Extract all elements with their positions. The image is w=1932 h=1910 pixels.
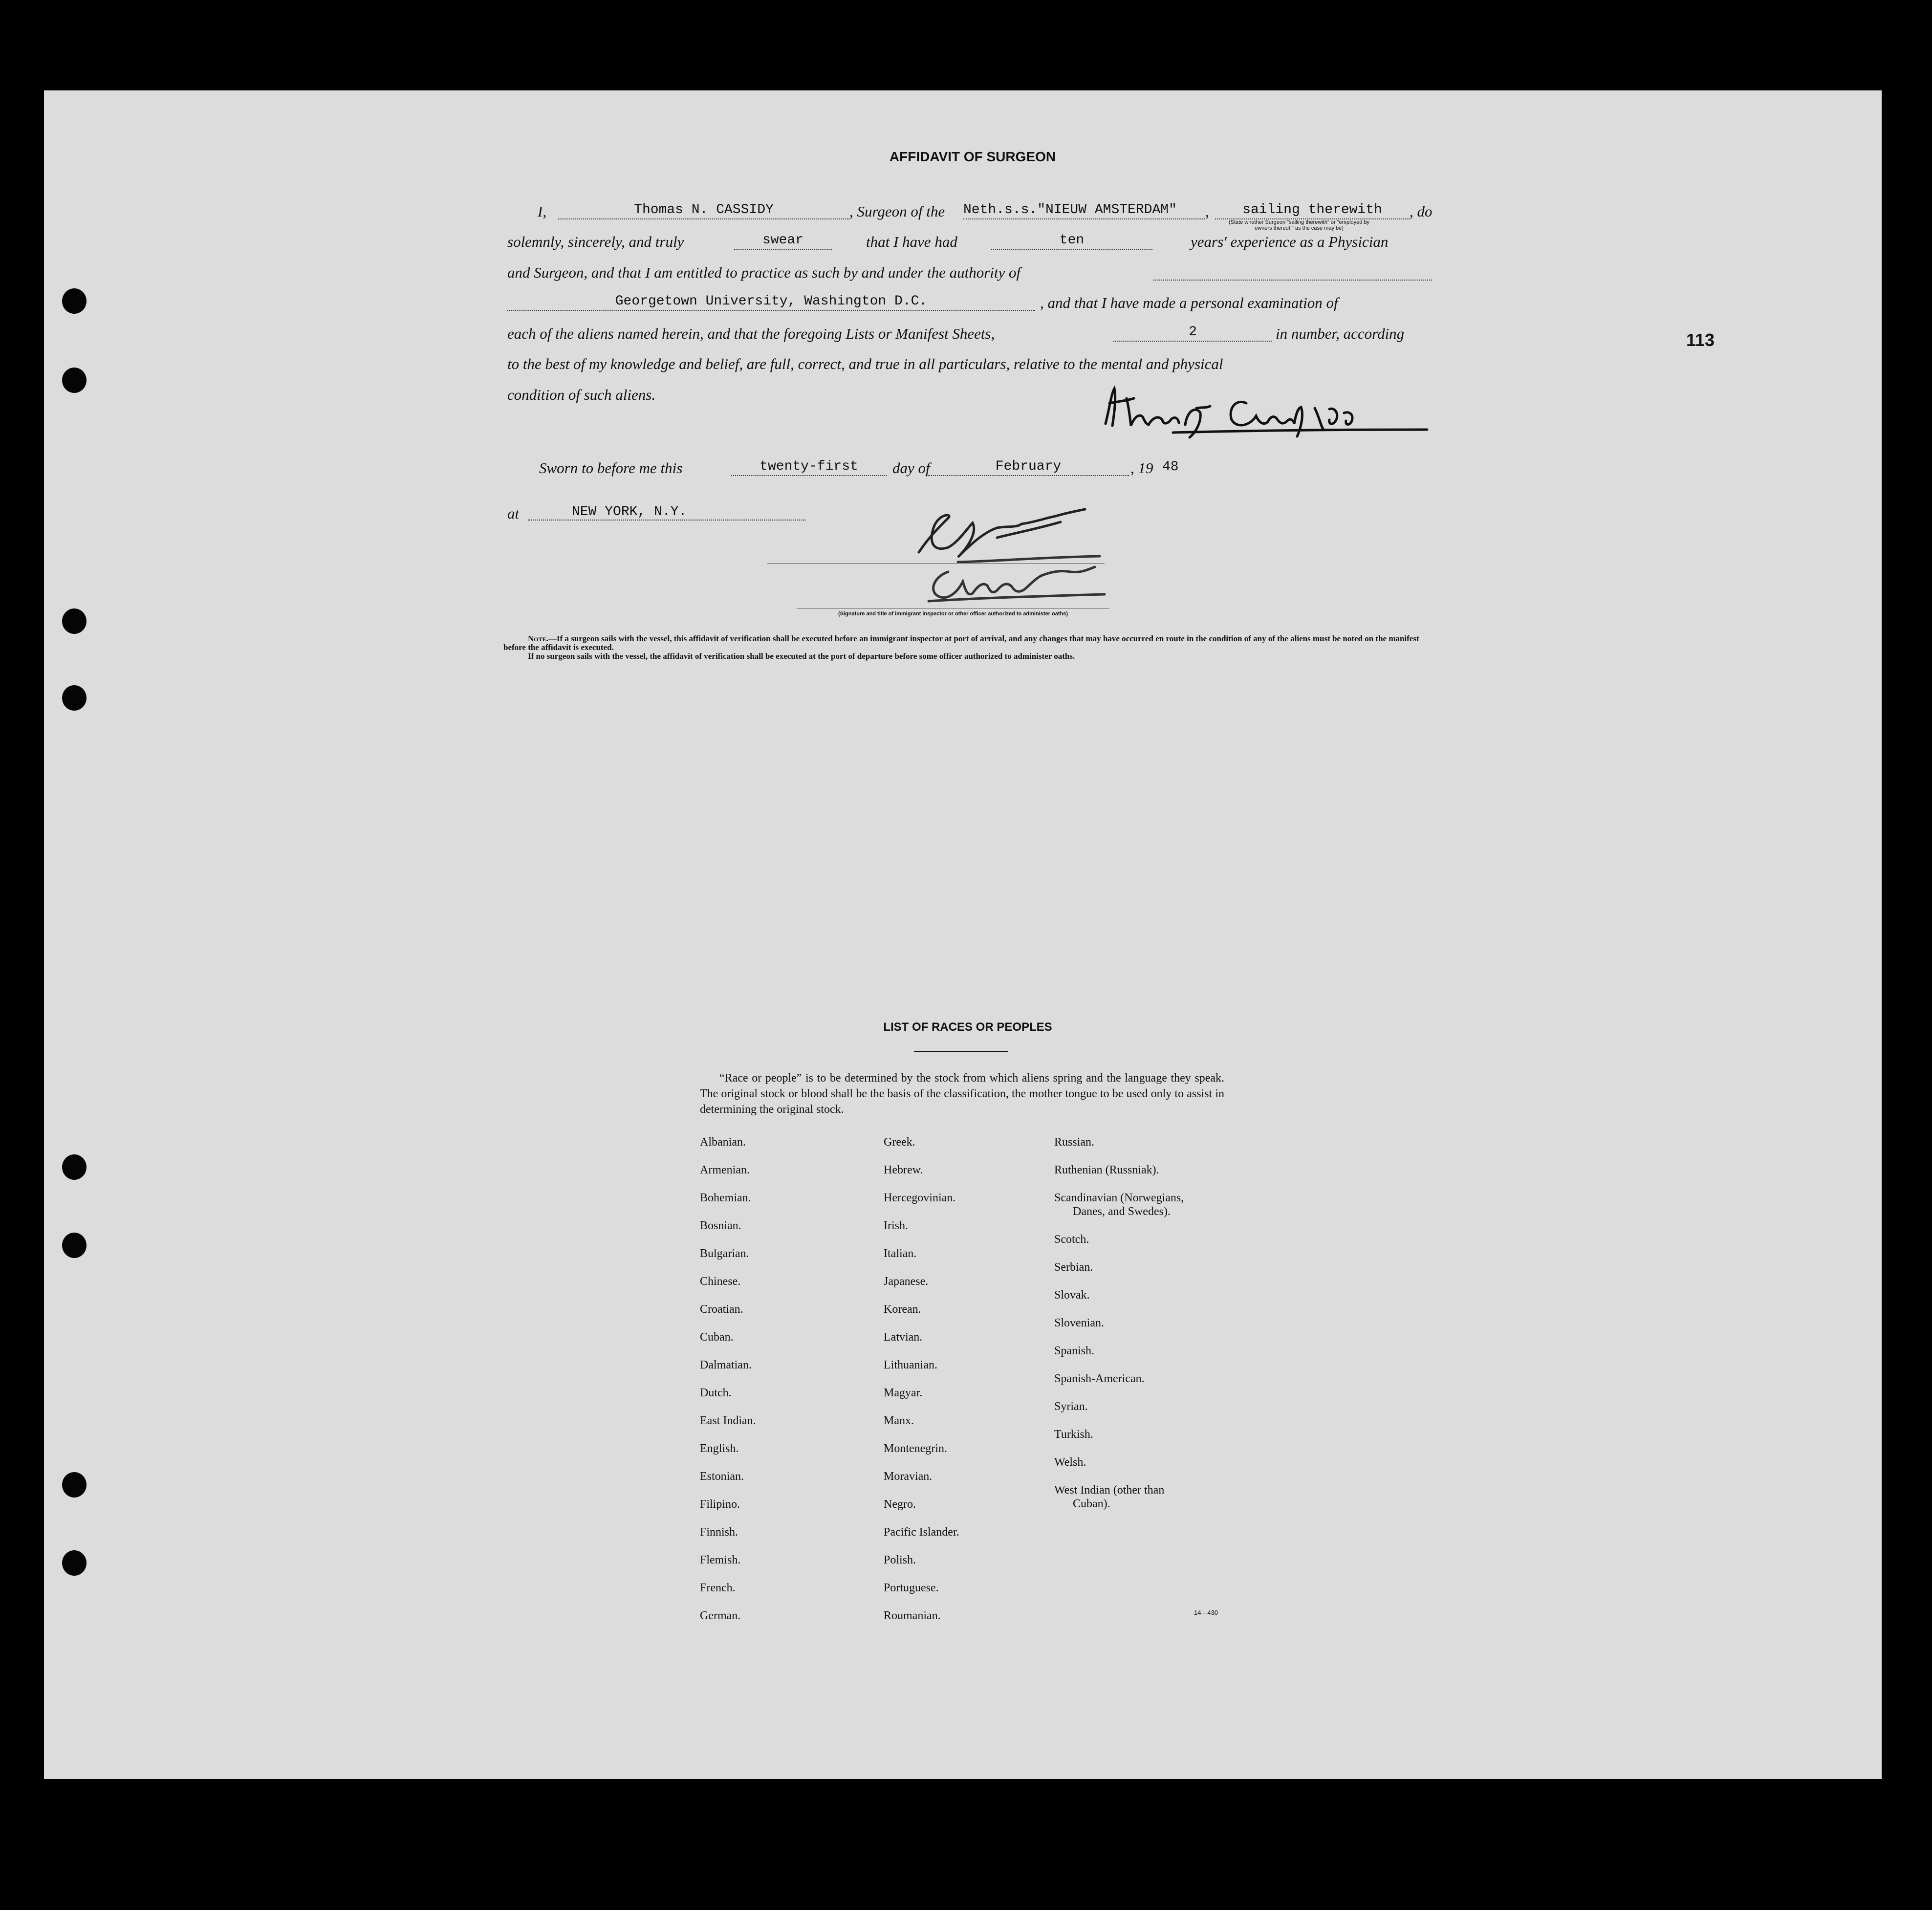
inspector-signature-line	[767, 563, 1105, 564]
inspector-caption: (Signature and title of immigrant inspector or other officer authorized to administer oaths)	[838, 611, 1068, 617]
years-field: ten	[991, 232, 1152, 250]
race-item-line: West Indian (other than	[1054, 1484, 1165, 1497]
race-item: Ruthenian (Russniak).	[1054, 1164, 1159, 1176]
binder-hole	[62, 1472, 87, 1498]
race-item: Bosnian.	[700, 1219, 741, 1232]
race-item: Finnish.	[700, 1526, 738, 1539]
race-item: Pacific Islander.	[884, 1526, 959, 1539]
race-item: Russian.	[1054, 1136, 1095, 1149]
race-item: Turkish.	[1054, 1428, 1093, 1441]
race-item: Korean.	[884, 1303, 921, 1316]
text: ,	[1205, 203, 1209, 220]
race-item: Flemish.	[700, 1554, 741, 1566]
text: day of	[892, 459, 930, 477]
races-column-3	[1054, 1129, 1184, 1511]
races-title-rule	[914, 1051, 1008, 1052]
races-intro	[700, 1070, 1224, 1117]
races-column-1	[700, 1129, 756, 1630]
text: , do	[1410, 203, 1433, 220]
race-item: Magyar.	[884, 1387, 923, 1399]
race-item: Dutch.	[700, 1387, 732, 1399]
sworn-day-field: twenty-first	[731, 458, 887, 476]
text: and Surgeon, and that I am entitled to practice as such by and under the authority of	[507, 264, 1021, 281]
race-item: Syrian.	[1054, 1400, 1088, 1413]
race-item: Estonian.	[700, 1470, 744, 1483]
race-item: Greek.	[884, 1136, 915, 1149]
sworn-month-field: February	[928, 458, 1129, 476]
races-title: LIST OF RACES OR PEOPLES	[883, 1020, 1052, 1034]
race-item: Irish.	[884, 1219, 908, 1232]
text: years' experience as a Physician	[1191, 233, 1389, 250]
race-item: Armenian.	[700, 1164, 750, 1176]
text: that I have had	[866, 233, 957, 250]
race-item: Slovak.	[1054, 1289, 1090, 1302]
binder-hole	[62, 685, 87, 711]
race-item: German.	[700, 1609, 741, 1622]
text: solemnly, sincerely, and truly	[507, 233, 684, 250]
page-number: 113	[1686, 330, 1715, 350]
binder-hole	[62, 368, 87, 393]
race-item: Slovenian.	[1054, 1317, 1104, 1329]
text: , and that I have made a personal examination of	[1040, 294, 1338, 311]
race-item: Spanish-American.	[1054, 1372, 1145, 1385]
affidavit-title: AFFIDAVIT OF SURGEON	[889, 149, 1056, 164]
race-item: Cuban.	[700, 1331, 734, 1344]
race-item: Bulgarian.	[700, 1247, 749, 1260]
race-item: Latvian.	[884, 1331, 923, 1344]
race-item: Filipino.	[700, 1498, 740, 1511]
race-item: Japanese.	[884, 1275, 929, 1288]
authority-field-blank	[1153, 263, 1432, 281]
text: , Surgeon of the	[849, 203, 945, 220]
race-item	[1054, 1483, 1184, 1511]
race-item: Chinese.	[700, 1275, 741, 1288]
status-instruction-a: (State whether Surgeon "sailing therewith" or "employed by	[1228, 219, 1370, 225]
race-item: French.	[700, 1582, 736, 1594]
race-item: Moravian.	[884, 1470, 933, 1483]
race-item: Serbian.	[1054, 1261, 1093, 1274]
sheets-count-field: 2	[1113, 324, 1272, 342]
note-text-1: —If a surgeon sails with the vessel, this affidavit of verification shall be executed before an immigrant inspector at port of arrival, and any changes that may have occurred en route in the condition of any of the aliens must be noted on the manifest before the affidavit is executed.	[503, 634, 1419, 652]
surgeon-signature	[1100, 379, 1432, 447]
text: at	[507, 505, 520, 522]
races-intro-text: “Race or people” is to be determined by the stock from which aliens spring and the language they speak. The original stock or blood shall be the basis of the classification, the mother tongue to be used only to assist in determining the original stock.	[700, 1072, 1224, 1116]
oath-field: swear	[734, 232, 832, 250]
affidavit-line-2	[507, 233, 1436, 253]
text: each of the aliens named herein, and that the foregoing Lists or Manifest Sheets,	[507, 325, 995, 342]
race-item: Montenegrin.	[884, 1442, 947, 1455]
race-item: Dalmatian.	[700, 1359, 752, 1371]
text: , 19	[1130, 459, 1153, 477]
race-item: Lithuanian.	[884, 1359, 937, 1371]
sworn-year: 48	[1162, 459, 1179, 475]
note-paragraph-2: If no surgeon sails with the vessel, the affidavit of verification shall be executed at the port of departure before some officer authorized to administer oaths.	[528, 651, 1075, 661]
text: condition of such aliens.	[507, 386, 656, 403]
binder-hole	[62, 288, 87, 314]
binder-hole	[62, 608, 87, 634]
sailing-status-field: sailing therewith	[1215, 202, 1410, 219]
affidavit-note	[503, 634, 1434, 661]
text: Sworn to before me this	[539, 459, 683, 477]
race-item: English.	[700, 1442, 739, 1455]
text: to the best of my knowledge and belief, are full, correct, and true in all particulars, relative to the mental and physical	[507, 355, 1223, 372]
race-item-line: Cuban).	[1073, 1498, 1110, 1510]
race-item-line: Danes, and Swedes).	[1073, 1205, 1171, 1218]
note-label: Note.	[528, 634, 548, 643]
affidavit-line-1	[507, 202, 1436, 231]
affidavit-line-4	[507, 294, 1436, 314]
race-item: Croatian.	[700, 1303, 743, 1316]
affidavit-line-6	[507, 355, 1436, 375]
race-item: Spanish.	[1054, 1345, 1095, 1357]
note-paragraph-1	[503, 634, 1434, 652]
race-item	[1054, 1191, 1184, 1218]
race-item: Hebrew.	[884, 1164, 923, 1176]
affidavit-line-5	[507, 325, 1436, 345]
race-item: Portuguese.	[884, 1582, 939, 1594]
binder-hole	[62, 1233, 87, 1258]
race-item: Roumanian.	[884, 1609, 941, 1622]
text: in number, according	[1276, 325, 1405, 342]
race-item: Welsh.	[1054, 1456, 1086, 1469]
race-item: Italian.	[884, 1247, 917, 1260]
races-column-2	[884, 1129, 959, 1630]
race-item: Scotch.	[1054, 1233, 1089, 1246]
binder-hole	[62, 1154, 87, 1180]
race-item: Hercegovinian.	[884, 1192, 956, 1204]
race-item: Negro.	[884, 1498, 916, 1511]
vessel-field: Neth.s.s."NIEUW AMSTERDAM"	[963, 202, 1205, 219]
binder-hole	[62, 1550, 87, 1576]
race-item: East Indian.	[700, 1414, 756, 1427]
race-item: Manx.	[884, 1414, 914, 1427]
sworn-line	[507, 459, 1289, 479]
text: I,	[538, 203, 547, 220]
place-field: NEW YORK, N.Y.	[528, 504, 805, 521]
form-number: 14—430	[1194, 1609, 1218, 1616]
race-item: Bohemian.	[700, 1192, 751, 1204]
affidavit-line-3	[507, 264, 1436, 283]
authority-field: Georgetown University, Washington D.C.	[507, 293, 1035, 311]
race-item: Albanian.	[700, 1136, 746, 1149]
surgeon-name-field: Thomas N. CASSIDY	[558, 202, 849, 219]
race-item: Polish.	[884, 1554, 916, 1566]
inspector-signature	[899, 499, 1124, 616]
race-item-line: Scandinavian (Norwegians,	[1054, 1192, 1184, 1204]
status-instruction-b: owners thereof," as the case may be)	[1255, 225, 1344, 231]
